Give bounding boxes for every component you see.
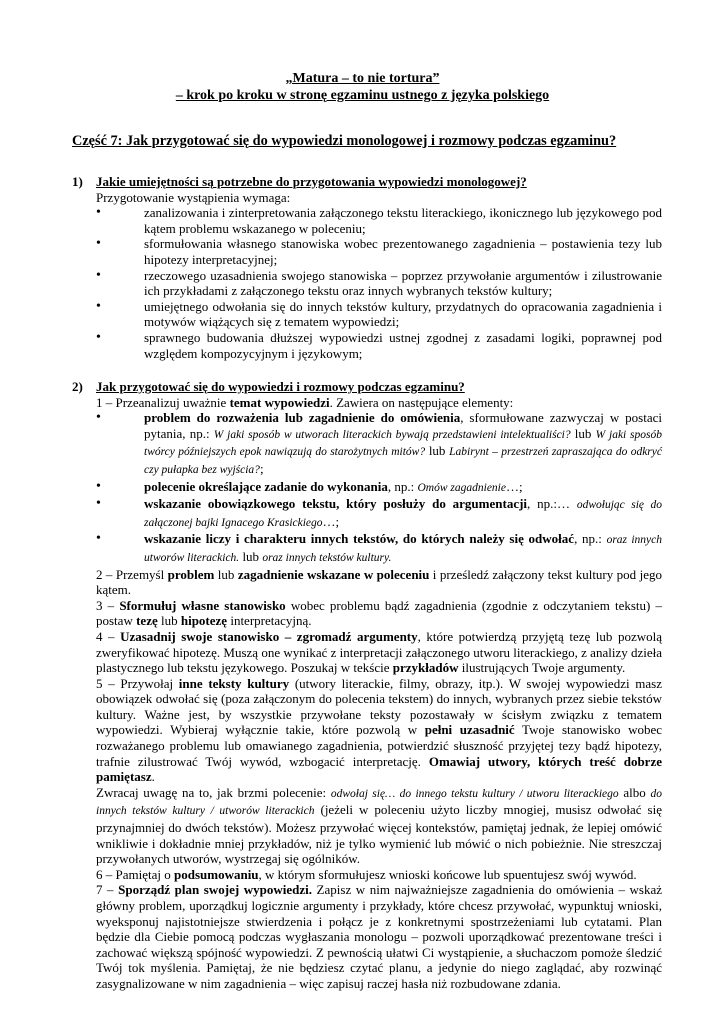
list-item: • problem do rozważenia lub zagadnienie do omówienia, sformułowane zazwyczaj w postaci pytania, np.: W jaki sposób w utworach literackich bywają przedstawieni intelektualiści? lub W jaki sposób twórcy późniejszych epok nawiązują do starożytnych mitów? lub Labirynt – przestrzeń zapraszająca do odkryć czy pułapka bez wyjścia?; [96,410,662,478]
step-1: 1 – Przeanalizuj uważnie temat wypowiedzi. Zawiera on następujące elementy: [96,394,514,410]
step-7: 7 – Sporządź plan swojej wypowiedzi. Zapisz w nim najważniejsze zagadnienia do omówienia – wskaż główny problem, uporządkuj logicznie argumenty i przykłady, które chcesz przywołać, wypunktuj wnioski, wyeksponuj najistotniejsze stwierdzenia i połącz je z konkretnymi spostrzeżeniami lub cytatami. Plan będzie dla Ciebie pomocą podczas wygłaszania monologu – pozwoli uporządkować prezentowane treści i zachować większą spójność wypowiedzi. Z pewnością ułatwi Ci wystąpienie, a słuchaczom pomoże śledzić Twój tok myślenia. Pamiętaj, że nie będziesz czytać planu, a jedynie do niego zaglądać, aby rozwinąć zasygnalizowane w nim zagadnienia – więc zapisuj raczej hasła niż rozbudowane zdania. [96,882,663,991]
list-item: • polecenie określające zadanie do wykonania, np.: Omów zagadnienie…; [96,479,662,497]
section-1-list [72,205,662,361]
list-item: • sformułowania własnego stanowiska wobec prezentowanego zagadnienia – postawienia tezy lub hipotezy interpretacyjnej; [96,236,662,267]
list-item: • umiejętnego odwołania się do innych tekstów kultury, przydatnych do opracowania zagadnienia i motywów wiążących się z tematem wypowiedzi; [96,299,662,330]
step-2: 2 – Przemyśl problem lub zagadnienie wskazane w poleceniu i prześledź załączony tekst kultury pod jego kątem. [96,566,662,598]
list-item: • zanalizowania i zinterpretowania załączonego tekstu literackiego, ikonicznego lub językowego pod kątem problemu wskazanego w poleceniu; [96,205,662,236]
section-2-list [72,410,662,566]
section-1-heading: Jakie umiejętności są potrzebne do przygotowania wypowiedzi monologowej? [96,174,527,189]
list-item: • wskazanie liczy i charakteru innych tekstów, do których należy się odwołać, np.: oraz innych utworów literackich. lub oraz innych tekstów kultury. [96,531,662,566]
section-2-heading: Jak przygotować się do wypowiedzi i rozmowy podczas egzaminu? [96,379,465,394]
section-2 [72,379,662,992]
document-title: „Matura – to nie tortura” [285,71,440,86]
section-1-intro: Przygotowanie wystąpienia wymaga: [96,189,291,205]
step-3: 3 – Sformułuj własne stanowisko wobec problemu bądź zagadnienia (zgodnie z odczytaniem tekstu) – postaw tezę lub hipotezę interpretacyjną. [96,597,663,629]
step-5-note: Zwracaj uwagę na to, jak brzmi polecenie: odwołaj się… do innego tekstu kultury / utworu literackiego albo do innych tekstów kultury / utworów literackich (jeżeli w poleceniu użyto liczby mnogiej, musisz odwołać się przynajmniej do dwóch tekstów). Możesz przywołać więcej kontekstów, pamiętaj jednak, że lepiej omówić wnikliwie i dokładnie mniej przykładów, niż je tylko wymienić lub mówić o nich pobieżnie. Nie streszczaj przywołanych utworów, wystrzegaj się ogólników. [96,784,662,867]
section-1 [72,174,662,361]
step-6: 6 – Pamiętaj o podsumowaniu, w którym sformułujesz wnioski końcowe lub spuentujesz swój wywód. [96,866,637,882]
step-4: 4 – Uzasadnij swoje stanowisko – zgromadź argumenty, które potwierdzą przyjętą tezę lub pozwolą zweryfikować hipotezę. Muszą one wynikać z interpretacji załączonego utworu literackiego, z analizy dzieła plastycznego lub tekstu językowego. Poszukaj w tekście przykładów ilustrujących Twoje argumenty. [96,628,662,676]
part-heading: Część 7: Jak przygotować się do wypowiedzi monologowej i rozmowy podczas egzaminu? [72,133,617,149]
section-1-number: 1) [72,174,83,189]
list-item: • rzeczowego uzasadnienia swojego stanowiska – poprzez przywołanie argumentów i zilustrowanie ich przykładami z załączonego tekstu oraz innych wybranych tekstów kultury; [96,268,662,299]
list-item: • sprawnego budowania dłuższej wypowiedzi ustnej zgodnej z zasadami logiki, poprawnej pod względem kompozycyjnym i językowym; [96,330,662,361]
document-subtitle: – krok po kroku w stronę egzaminu ustnego z języka polskiego [175,88,550,103]
list-item: • wskazanie obowiązkowego tekstu, który posłuży do argumentacji, np.:… odwołując się do załączonej bajki Ignacego Krasickiego…; [96,496,662,531]
step-5: 5 – Przywołaj inne teksty kultury (utwory literackie, filmy, obrazy, itp.). W swojej wypowiedzi masz obowiązek odwołać się (poza załączonym do polecenia tekstem) do innych, wybranych przez siebie tekstów kultury. Ważne jest, by wszystkie przywołane teksty pozostawały w ścisłym związku z tematem wypowiedzi. Wybieraj wyłącznie takie, które pozwolą w pełni uzasadnić Twoje stanowisko wobec rozważanego problemu lub omawianego zagadnienia, potwierdzić słuszność przyjętej tezy bądź hipotezy, trafnie zilustrować Twój wywód, wzbogacić interpretację. Omawiaj utwory, których treść dobrze pamiętasz. [96,675,662,785]
section-2-number: 2) [72,379,83,394]
